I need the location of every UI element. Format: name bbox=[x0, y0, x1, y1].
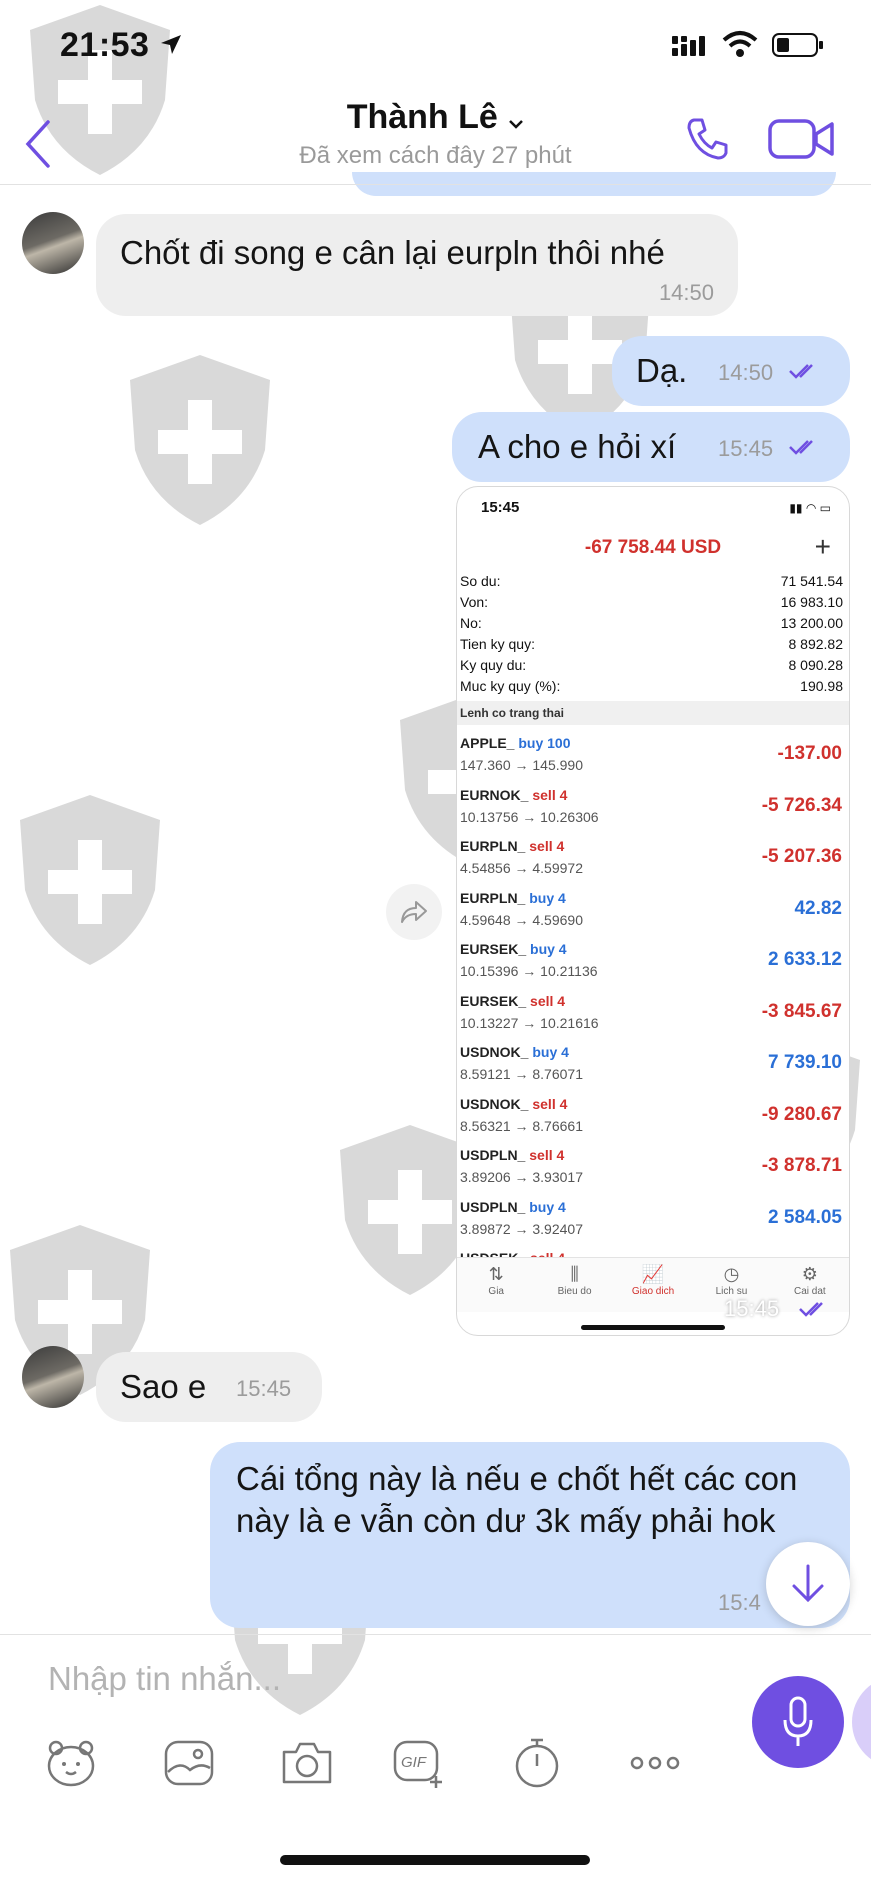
order-row: EURSEK_ sell 4 10.13227 → 10.21616 -3 845.67 bbox=[460, 992, 842, 1031]
incoming-message-bubble[interactable] bbox=[96, 1352, 322, 1422]
orders-list bbox=[460, 731, 844, 1298]
image-plus-icon: + bbox=[814, 531, 831, 562]
avatar[interactable] bbox=[22, 212, 84, 274]
message-input[interactable]: Nhập tin nhắn... bbox=[48, 1660, 281, 1697]
message-time: 14:50 bbox=[718, 360, 774, 385]
outgoing-message-bubble[interactable] bbox=[452, 412, 850, 482]
arrow-down-icon[interactable] bbox=[790, 1564, 826, 1604]
account-row: Von: 16 983.10 bbox=[460, 594, 843, 610]
composer-divider bbox=[0, 1634, 871, 1635]
call-icon[interactable] bbox=[684, 114, 732, 162]
message-text: Cái tổng này là nếu e chốt hết các con này là e vẫn còn dư 3k mấy phải hok bbox=[236, 1460, 798, 1539]
message-time: 15:4 bbox=[718, 1590, 761, 1615]
battery-icon bbox=[772, 32, 824, 58]
scroll-to-bottom-button[interactable] bbox=[766, 1542, 850, 1626]
image-home-indicator bbox=[581, 1325, 725, 1330]
image-message[interactable] bbox=[456, 486, 850, 1336]
svg-text:GIF: GIF bbox=[401, 1754, 426, 1771]
status-time: 21:53 bbox=[60, 26, 150, 64]
order-row: APPLE_ buy 100 147.360 → 145.990 -137.00 bbox=[460, 735, 842, 773]
mic-icon[interactable] bbox=[782, 1696, 814, 1748]
watermark-shield-icon bbox=[10, 790, 170, 970]
contact-title[interactable] bbox=[0, 98, 871, 137]
order-row: EURPLN_ sell 4 4.54856 → 4.59972 -5 207.36 bbox=[460, 838, 842, 876]
message-text: Chốt đi song e cân lại eurpln thôi nhé bbox=[120, 234, 665, 271]
image-status-time: 15:45 bbox=[481, 499, 520, 516]
image-tab: ◷ Lich su bbox=[715, 1264, 748, 1297]
order-row: EURNOK_ sell 4 10.13756 → 10.26306 -5 726.34 bbox=[460, 786, 842, 825]
order-row: USDNOK_ sell 4 8.56321 → 8.76661 -9 280.67 bbox=[460, 1095, 842, 1134]
order-row: EURPLN_ buy 4 4.59648 → 4.59690 42.82 bbox=[460, 889, 842, 928]
avatar[interactable] bbox=[22, 1346, 84, 1408]
voice-message-button[interactable] bbox=[752, 1676, 844, 1768]
wifi-icon bbox=[722, 30, 758, 60]
location-arrow-icon bbox=[158, 32, 184, 58]
watermark-shield-icon bbox=[120, 350, 280, 530]
incoming-message-bubble[interactable] bbox=[96, 214, 738, 316]
image-tab: ⚙ Cai dat bbox=[793, 1264, 826, 1297]
account-row: Ky quy du: 8 090.28 bbox=[460, 657, 843, 673]
account-row: No: 13 200.00 bbox=[460, 615, 843, 631]
image-tab: ⫼ Bieu do bbox=[557, 1264, 592, 1297]
read-ticks-icon bbox=[798, 1300, 832, 1318]
order-row: USDPLN_ sell 4 3.89206 → 3.93017 -3 878.71 bbox=[460, 1147, 842, 1185]
account-row: Muc ky quy (%): 190.98 bbox=[460, 678, 843, 694]
video-call-icon[interactable] bbox=[768, 118, 834, 160]
sticker-icon[interactable] bbox=[44, 1736, 98, 1790]
forward-icon[interactable] bbox=[400, 900, 428, 924]
message-text: A cho e hỏi xí bbox=[478, 428, 677, 465]
account-summary bbox=[460, 571, 843, 697]
read-ticks-icon bbox=[788, 438, 822, 456]
account-row: Tien ky quy: 8 892.82 bbox=[460, 636, 843, 652]
timer-icon[interactable] bbox=[510, 1736, 564, 1790]
read-ticks-icon bbox=[788, 362, 822, 380]
more-icon[interactable] bbox=[628, 1736, 682, 1790]
home-indicator bbox=[280, 1855, 590, 1865]
message-time: 15:45 bbox=[236, 1376, 292, 1401]
contact-name[interactable]: Thành Lê bbox=[346, 98, 498, 136]
cellular-signal-icon bbox=[672, 34, 708, 58]
image-tab: ⇅ Gia bbox=[488, 1264, 504, 1297]
message-text: Dạ. bbox=[636, 352, 688, 389]
image-status-icons: ▮▮ ◠ ▭ bbox=[789, 501, 831, 515]
account-row: So du: 71 541.54 bbox=[460, 573, 843, 589]
outgoing-message-bubble[interactable] bbox=[612, 336, 850, 406]
order-row: USDPLN_ buy 4 3.89872 → 3.92407 2 584.05 bbox=[460, 1198, 842, 1237]
chevron-down-icon[interactable] bbox=[508, 119, 524, 129]
forward-button[interactable] bbox=[386, 884, 442, 940]
outgoing-message-bubble[interactable] bbox=[210, 1442, 850, 1628]
secondary-action-button[interactable] bbox=[852, 1676, 871, 1768]
message-time: 15:45 bbox=[718, 436, 774, 461]
message-time: 14:50 bbox=[658, 280, 714, 305]
camera-icon[interactable] bbox=[280, 1736, 334, 1790]
image-tab: 📈 Giao dich bbox=[631, 1264, 675, 1297]
gif-icon[interactable] bbox=[392, 1736, 446, 1790]
order-row: EURSEK_ buy 4 10.15396 → 10.21136 2 633.12 bbox=[460, 941, 842, 979]
image-total-pl: -67 758.44 USD bbox=[584, 537, 722, 558]
image-message-time: 15:45 bbox=[724, 1296, 780, 1321]
orders-section-title: Lenh co trang thai bbox=[457, 701, 849, 725]
image-tabbar bbox=[457, 1257, 849, 1312]
header-divider bbox=[0, 184, 871, 185]
last-seen-status: Đã xem cách đây 27 phút bbox=[299, 142, 572, 169]
message-text: Sao e bbox=[120, 1368, 207, 1405]
order-row: USDNOK_ buy 4 8.59121 → 8.76071 7 739.10 bbox=[460, 1044, 842, 1082]
gallery-icon[interactable] bbox=[162, 1736, 216, 1790]
